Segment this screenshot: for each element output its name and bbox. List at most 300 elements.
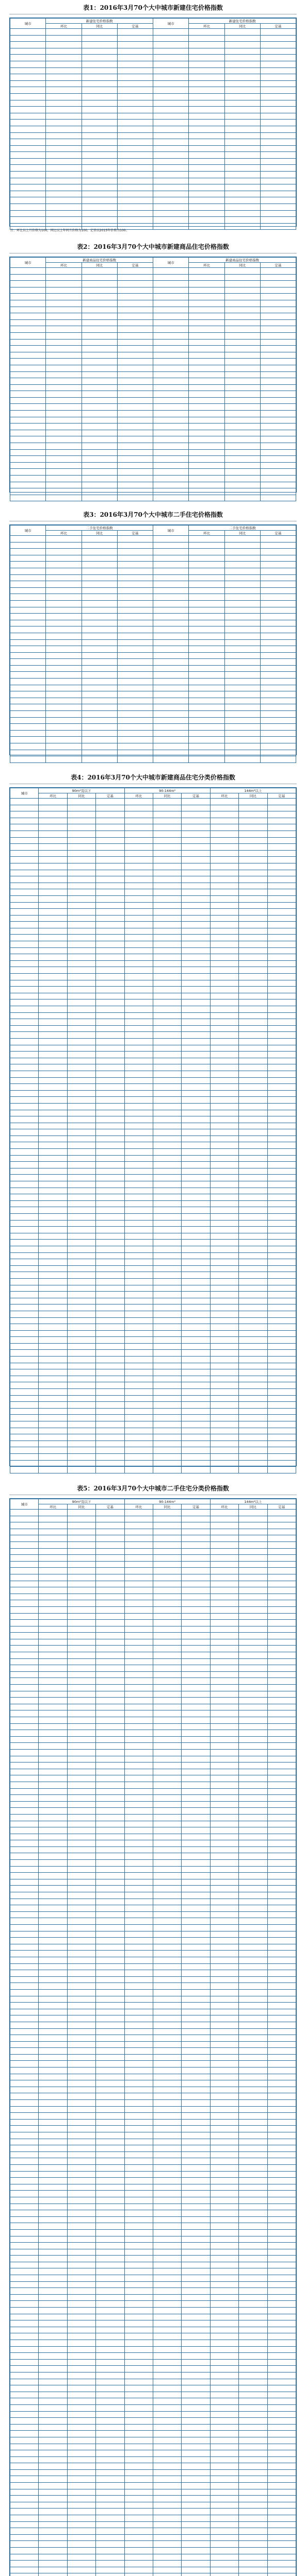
table-cell — [67, 1516, 95, 1522]
table-cell — [117, 456, 153, 463]
table-cell — [153, 2249, 181, 2256]
table-cell — [210, 1568, 238, 1574]
table-cell — [182, 876, 210, 883]
table-cell — [39, 2548, 67, 2554]
table-cell — [210, 2353, 238, 2360]
table-cell — [124, 799, 153, 805]
table-cell — [67, 2087, 95, 2093]
table-cell — [267, 1376, 296, 1382]
table-cell — [182, 1963, 210, 1970]
table-cell — [10, 1730, 39, 1737]
table-cell — [267, 1983, 296, 1990]
table-cell — [96, 2320, 124, 2327]
table-cell — [267, 2418, 296, 2425]
table-row — [10, 1350, 296, 1357]
table-cell — [153, 339, 189, 346]
table-cell — [117, 359, 153, 365]
table-cell — [39, 2288, 67, 2295]
table-row — [10, 1516, 296, 1522]
table-cell — [210, 2509, 238, 2515]
table-cell — [239, 1782, 267, 1788]
table-cell — [96, 1665, 124, 1672]
table-cell — [46, 172, 82, 178]
table-cell — [10, 1064, 39, 1071]
table-cell — [239, 909, 267, 916]
table-row — [10, 2418, 296, 2425]
table-row — [10, 639, 296, 646]
table-cell — [224, 378, 260, 385]
table-cell — [82, 294, 117, 300]
table-cell — [153, 1691, 181, 1698]
table-cell — [67, 1421, 95, 1428]
table-cell — [10, 1382, 39, 1389]
table-cell — [224, 737, 260, 743]
table-row — [10, 1188, 296, 1194]
table-cell — [267, 1963, 296, 1970]
table-cell — [67, 1324, 95, 1331]
table-cell — [182, 2509, 210, 2515]
table-cell — [39, 1136, 67, 1142]
table-row — [10, 1317, 296, 1324]
table-cell — [210, 2528, 238, 2535]
table-cell — [239, 999, 267, 1006]
table-cell — [82, 352, 117, 359]
table-cell — [10, 1685, 39, 1691]
table-cell — [67, 2119, 95, 2126]
table-cell — [96, 2074, 124, 2080]
table-cell — [82, 633, 117, 639]
table-cell — [182, 1220, 210, 1227]
table-cell — [267, 2489, 296, 2496]
table-cell — [67, 2022, 95, 2028]
table-cell — [10, 1428, 39, 1434]
table-cell — [10, 1587, 39, 1594]
table-cell — [124, 2431, 153, 2437]
table-cell — [10, 178, 46, 184]
table-cell — [39, 2521, 67, 2528]
table-cell — [67, 1788, 95, 1795]
table-cell — [182, 1568, 210, 1574]
table-cell — [224, 724, 260, 731]
table-row — [10, 2288, 296, 2295]
table-cell — [260, 197, 296, 204]
table-cell — [189, 672, 224, 679]
table-cell — [224, 397, 260, 404]
table-cell — [267, 1951, 296, 1957]
table-cell — [96, 2561, 124, 2567]
table-cell — [39, 2216, 67, 2223]
table-cell — [210, 1194, 238, 1201]
table-cell — [67, 2268, 95, 2275]
table-cell — [267, 1788, 296, 1795]
table-cell — [124, 1200, 153, 1207]
table-cell — [39, 1421, 67, 1428]
table-cell — [182, 1272, 210, 1279]
table-cell — [153, 384, 189, 391]
table-row — [10, 1600, 296, 1607]
table-cell — [96, 1873, 124, 1879]
table-cell — [182, 2528, 210, 2535]
table-cell — [153, 1606, 181, 1613]
table-cell — [124, 967, 153, 974]
table-cell — [182, 1996, 210, 2003]
index-table — [10, 525, 296, 763]
table-cell — [67, 844, 95, 851]
table-cell — [39, 1071, 67, 1077]
table-cell — [124, 2515, 153, 2522]
table-cell — [10, 1769, 39, 1775]
table-cell — [182, 2100, 210, 2107]
table-cell — [39, 2191, 67, 2197]
table-cell — [239, 1541, 267, 1548]
table-cell — [96, 1149, 124, 1156]
table-cell — [239, 1957, 267, 1963]
table-row — [10, 2139, 296, 2145]
table-cell — [39, 980, 67, 987]
table-row — [10, 665, 296, 672]
table-cell — [153, 365, 189, 371]
table-cell — [182, 1149, 210, 1156]
table-row — [10, 831, 296, 837]
table-cell — [182, 1717, 210, 1724]
table-row — [10, 2035, 296, 2042]
table-cell — [239, 2191, 267, 2197]
table-cell — [239, 1568, 267, 1574]
table-cell — [96, 1555, 124, 1562]
table-cell — [96, 1278, 124, 1285]
table-cell — [10, 107, 46, 113]
table-cell — [67, 1155, 95, 1162]
table-cell — [260, 430, 296, 436]
table-cell — [182, 1678, 210, 1685]
table-cell — [153, 2139, 181, 2145]
table-cell — [189, 549, 224, 555]
table-cell — [267, 909, 296, 916]
table-cell — [224, 750, 260, 756]
table-cell — [67, 1574, 95, 1581]
table-cell — [153, 980, 181, 987]
table-cell — [153, 2502, 181, 2509]
table-cell — [239, 1357, 267, 1363]
table-row — [10, 423, 296, 430]
table-cell — [67, 1246, 95, 1252]
table-cell — [153, 665, 189, 672]
table-cell — [260, 652, 296, 659]
table-cell — [239, 2113, 267, 2120]
table-row — [10, 352, 296, 359]
table-cell — [39, 1233, 67, 1240]
table-cell — [67, 883, 95, 889]
table-cell — [39, 1698, 67, 1704]
table-cell — [210, 1827, 238, 1834]
table-cell — [39, 1600, 67, 1607]
table-cell — [124, 1522, 153, 1529]
table-cell — [267, 1626, 296, 1633]
table-row — [10, 1052, 296, 1058]
table-cell — [239, 1646, 267, 1652]
table-cell — [153, 743, 189, 750]
table-cell — [267, 1045, 296, 1052]
table-row — [10, 55, 296, 61]
table-cell — [39, 2509, 67, 2515]
table-cell — [267, 1846, 296, 1853]
table-cell — [210, 2476, 238, 2483]
table-cell — [124, 1181, 153, 1188]
table-cell — [224, 365, 260, 371]
table-cell — [153, 42, 189, 48]
table-cell — [267, 1587, 296, 1594]
table-cell — [182, 1136, 210, 1142]
table-cell — [182, 1389, 210, 1396]
table-cell — [10, 1090, 39, 1097]
table-cell — [124, 2035, 153, 2042]
table-row — [10, 197, 296, 204]
table-cell — [96, 1123, 124, 1129]
table-cell — [153, 145, 189, 152]
table-row — [10, 1925, 296, 1931]
table-cell — [239, 993, 267, 999]
table-cell — [10, 2061, 39, 2067]
table-cell — [10, 1440, 39, 1447]
table-row — [10, 210, 296, 217]
table-cell — [10, 1155, 39, 1162]
table-cell — [239, 1749, 267, 1756]
table-cell — [267, 1639, 296, 1646]
table-cell — [82, 750, 117, 756]
table-cell — [124, 974, 153, 980]
table-cell — [239, 1168, 267, 1175]
table-cell — [67, 2151, 95, 2158]
table-cell — [67, 987, 95, 993]
table-cell — [267, 2541, 296, 2548]
table-cell — [10, 2048, 39, 2055]
table-cell — [267, 2444, 296, 2450]
table-cell — [267, 2392, 296, 2398]
table-cell — [39, 2145, 67, 2152]
table-cell — [67, 1064, 95, 1071]
table-cell — [96, 1723, 124, 1730]
table-cell — [224, 691, 260, 698]
table-cell — [96, 2003, 124, 2009]
table-cell — [153, 1704, 181, 1710]
table-cell — [260, 332, 296, 339]
table-cell — [82, 326, 117, 333]
table-cell — [124, 2385, 153, 2392]
table-cell — [124, 1568, 153, 1574]
table-cell — [39, 1886, 67, 1892]
table-cell — [239, 844, 267, 851]
table-cell — [153, 2463, 181, 2470]
table-cell — [117, 35, 153, 42]
table-cell — [210, 1698, 238, 1704]
table-cell — [210, 1453, 238, 1460]
table-cell — [267, 1717, 296, 1724]
table-cell — [189, 750, 224, 756]
table-cell — [124, 850, 153, 857]
table-cell — [153, 1795, 181, 1802]
table-cell — [67, 2100, 95, 2107]
table-cell — [46, 717, 82, 724]
table-cell — [260, 743, 296, 750]
table-cell — [124, 2561, 153, 2567]
table-cell — [82, 672, 117, 679]
table-cell — [67, 1730, 95, 1737]
table-cell — [124, 1071, 153, 1077]
table-cell — [82, 476, 117, 482]
table-cell — [182, 1233, 210, 1240]
table-cell — [182, 2022, 210, 2028]
table-cell — [267, 1162, 296, 1168]
table-cell — [267, 2158, 296, 2165]
table-cell — [239, 1084, 267, 1091]
table-cell — [10, 659, 46, 666]
table-cell — [39, 2456, 67, 2463]
table-cell — [39, 1246, 67, 1252]
table-cell — [96, 1389, 124, 1396]
table-cell — [67, 1606, 95, 1613]
table-cell — [124, 1574, 153, 1581]
table-cell — [10, 2424, 39, 2431]
table-row — [10, 2281, 296, 2288]
table-cell — [260, 600, 296, 607]
table-cell — [67, 1568, 95, 1574]
table-cell — [153, 902, 181, 909]
table-cell — [260, 665, 296, 672]
table-cell — [10, 359, 46, 365]
table-cell — [10, 831, 39, 837]
table-cell — [46, 371, 82, 378]
table-cell — [210, 1775, 238, 1782]
table-cell — [210, 2431, 238, 2437]
table-cell — [39, 1116, 67, 1123]
table-cell — [239, 1077, 267, 1084]
table-cell — [239, 2009, 267, 2015]
table-cell — [124, 1555, 153, 1562]
table-row — [10, 2087, 296, 2093]
table-cell — [124, 2054, 153, 2061]
table-row — [10, 42, 296, 48]
table-cell — [182, 799, 210, 805]
table-cell — [210, 1886, 238, 1892]
table-cell — [10, 1775, 39, 1782]
table-cell — [39, 2327, 67, 2333]
table-cell — [10, 287, 46, 294]
table-row — [10, 1944, 296, 1951]
table-row — [10, 1032, 296, 1039]
table-cell — [10, 1698, 39, 1704]
table-cell — [153, 1658, 181, 1665]
table-cell — [124, 1866, 153, 1873]
table-cell — [267, 1012, 296, 1019]
table-cell — [239, 1886, 267, 1892]
table-cell — [189, 685, 224, 691]
table-cell — [124, 2294, 153, 2301]
table-cell — [82, 48, 117, 55]
table-row — [10, 863, 296, 870]
table-cell — [182, 1814, 210, 1821]
table-cell — [39, 2158, 67, 2165]
table-cell — [210, 2067, 238, 2074]
table-cell — [124, 2502, 153, 2509]
table-title: 表5：2016年3月70个大中城市二手住宅分类价格指数 — [77, 1485, 229, 1492]
table-cell — [10, 1200, 39, 1207]
table-cell — [82, 449, 117, 456]
table-cell — [10, 1071, 39, 1077]
table-cell — [10, 430, 46, 436]
table-cell — [239, 1976, 267, 1983]
col-header-yoy: 同比 — [224, 531, 260, 536]
table-cell — [153, 1252, 181, 1259]
table-cell — [124, 2456, 153, 2463]
table-cell — [10, 889, 39, 896]
col-header-yoy: 同比 — [153, 1504, 181, 1510]
table-cell — [267, 2281, 296, 2288]
table-cell — [124, 947, 153, 954]
table-cell — [10, 2320, 39, 2327]
table-cell — [153, 1911, 181, 1918]
table-cell — [210, 1866, 238, 1873]
table-cell — [182, 1957, 210, 1963]
table-cell — [117, 55, 153, 61]
table-cell — [96, 1899, 124, 1905]
table-cell — [10, 1723, 39, 1730]
table-cell — [10, 2521, 39, 2528]
table-cell — [210, 2573, 238, 2576]
table-cell — [153, 2379, 181, 2385]
table-cell — [210, 1879, 238, 1886]
table-cell — [239, 1905, 267, 1912]
table-cell — [96, 1652, 124, 1659]
table-row — [10, 1453, 296, 1460]
table-cell — [260, 698, 296, 704]
table-cell — [10, 652, 46, 659]
table-cell — [153, 411, 189, 417]
table-cell — [39, 1795, 67, 1802]
table-frame — [9, 18, 297, 227]
table-cell — [153, 1827, 181, 1834]
table-cell — [224, 197, 260, 204]
table-cell — [124, 2554, 153, 2561]
table-cell — [224, 352, 260, 359]
table-cell — [182, 1821, 210, 1827]
table-cell — [267, 811, 296, 818]
table-cell — [67, 1460, 95, 1467]
table-cell — [46, 100, 82, 107]
table-cell — [67, 2502, 95, 2509]
table-cell — [96, 2366, 124, 2372]
table-cell — [117, 281, 153, 287]
table-row — [10, 1278, 296, 1285]
table-cell — [153, 2093, 181, 2100]
table-cell — [189, 107, 224, 113]
table-cell — [239, 1025, 267, 1032]
table-cell — [96, 2424, 124, 2431]
table-cell — [46, 313, 82, 320]
table-cell — [96, 967, 124, 974]
table-cell — [182, 1181, 210, 1188]
table-cell — [153, 1594, 181, 1600]
table-cell — [224, 430, 260, 436]
table-cell — [210, 2489, 238, 2496]
table-cell — [39, 1395, 67, 1402]
table-cell — [182, 1633, 210, 1639]
table-row — [10, 384, 296, 391]
table-cell — [239, 2243, 267, 2249]
table-cell — [153, 191, 189, 197]
table-row — [10, 2022, 296, 2028]
table-cell — [10, 29, 46, 36]
table-cell — [224, 587, 260, 594]
